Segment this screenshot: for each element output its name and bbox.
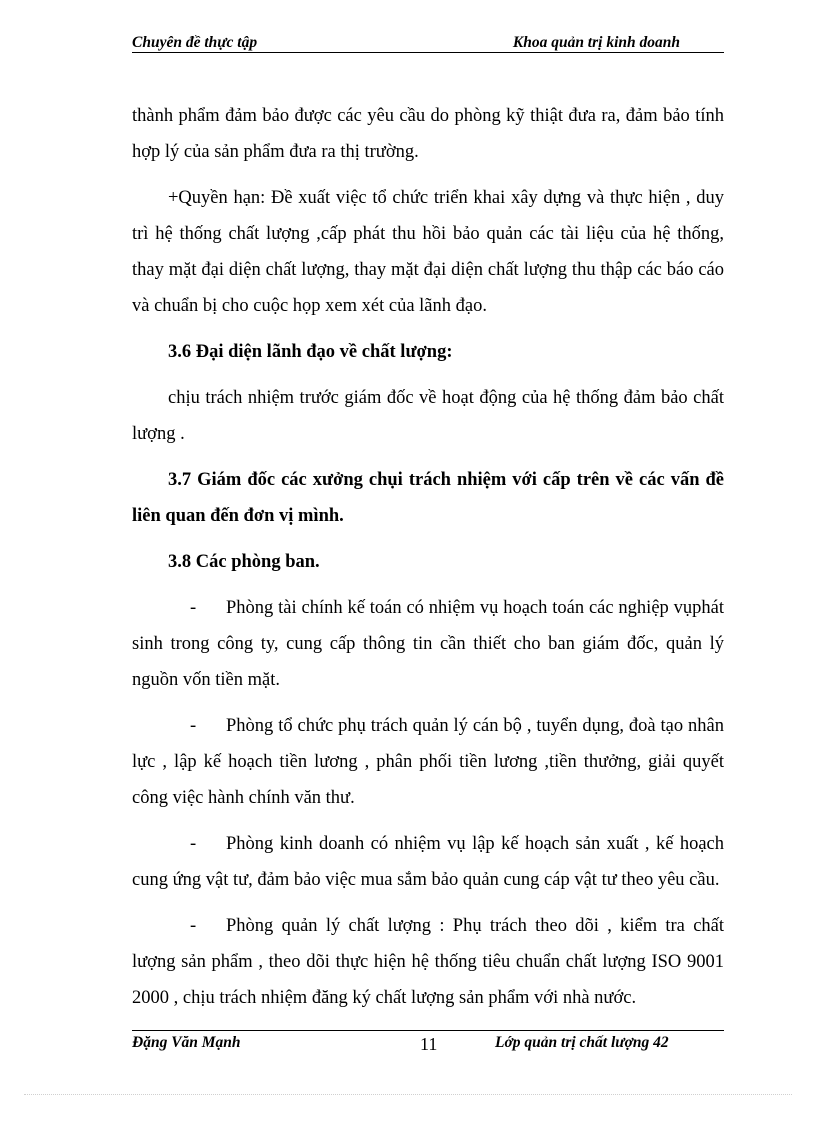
- page-footer: [132, 1030, 724, 1061]
- list-dash: -: [190, 916, 197, 936]
- list-dash: -: [190, 716, 197, 736]
- list-item: [132, 826, 724, 898]
- header-right-text: Khoa quản trị kinh doanh: [512, 34, 680, 51]
- list-item: [132, 708, 724, 816]
- header-left-text: Chuyên đề thực tập: [132, 34, 258, 51]
- footer-class: Lớp quản trị chất lượng 42: [495, 1034, 669, 1051]
- list-item-text: Phòng tài chính kế toán có nhiệm vụ hoạch toán các nghiệp vụphát sinh trong công ty, cung cấp thông tin cần thiết cho ban giám đốc, quản lý nguồn vốn tiền mặt.: [132, 598, 724, 690]
- heading-3-6: 3.6 Đại diện lãnh đạo về chất lượng:: [168, 342, 453, 362]
- list-dash: -: [190, 598, 197, 618]
- list-item-text: Phòng quản lý chất lượng : Phụ trách theo dõi , kiểm tra chất lượng sản phẩm , theo dõi thực hiện hệ thống tiêu chuẩn chất lượng ISO 9001 2000 , chịu trách nhiệm đăng ký chất lượng sản phẩm với nhà nước.: [132, 916, 724, 1008]
- list-item-text: Phòng tổ chức phụ trách quản lý cán bộ , tuyển dụng, đoà tạo nhân lực , lập kế hoạch tiền lương , phân phối tiền lương ,tiền thưởng, giải quyết công việc hành chính văn thư.: [132, 716, 724, 808]
- page-number: 11: [420, 1034, 438, 1054]
- list-item-text: Phòng kinh doanh có nhiệm vụ lập kế hoạch sản xuất , kế hoạch cung ứng vật tư, đảm bảo việc mua sắm bảo quản cung cáp vật tư theo yêu cầu.: [132, 834, 724, 890]
- heading-3-8: 3.8 Các phòng ban.: [168, 552, 320, 572]
- paragraph-authority: +Quyền hạn: Đề xuất việc tổ chức triển khai xây dựng và thực hiện , duy trì hệ thống chất lượng ,cấp phát thu hồi bảo quản các tài liệu của hệ thống, thay mặt đại diện chất lượng, thay mặt đại diện chất lượng thu thập các báo cáo và chuẩn bị cho cuộc họp xem xét của lãnh đạo.: [132, 188, 724, 316]
- list-item: [132, 908, 724, 1016]
- heading-3-7: 3.7 Giám đốc các xưởng chụi trách nhiệm với cấp trên về các vấn đề liên quan đến đơn vị mình.: [132, 470, 724, 526]
- page-edge-divider: [24, 1094, 792, 1095]
- paragraph-responsibility: chịu trách nhiệm trước giám đốc về hoạt động của hệ thống đảm bảo chất lượng .: [132, 388, 724, 444]
- paragraph-continuation: thành phẩm đảm bảo được các yêu cầu do phòng kỹ thiật đưa ra, đảm bảo tính hợp lý của sản phẩm đưa ra thị trường.: [132, 106, 724, 162]
- list-dash: -: [190, 834, 197, 854]
- list-item: [132, 590, 724, 698]
- page-header: [132, 32, 724, 53]
- document-body: [132, 98, 724, 1016]
- footer-author: Đặng Văn Mạnh: [132, 1034, 241, 1051]
